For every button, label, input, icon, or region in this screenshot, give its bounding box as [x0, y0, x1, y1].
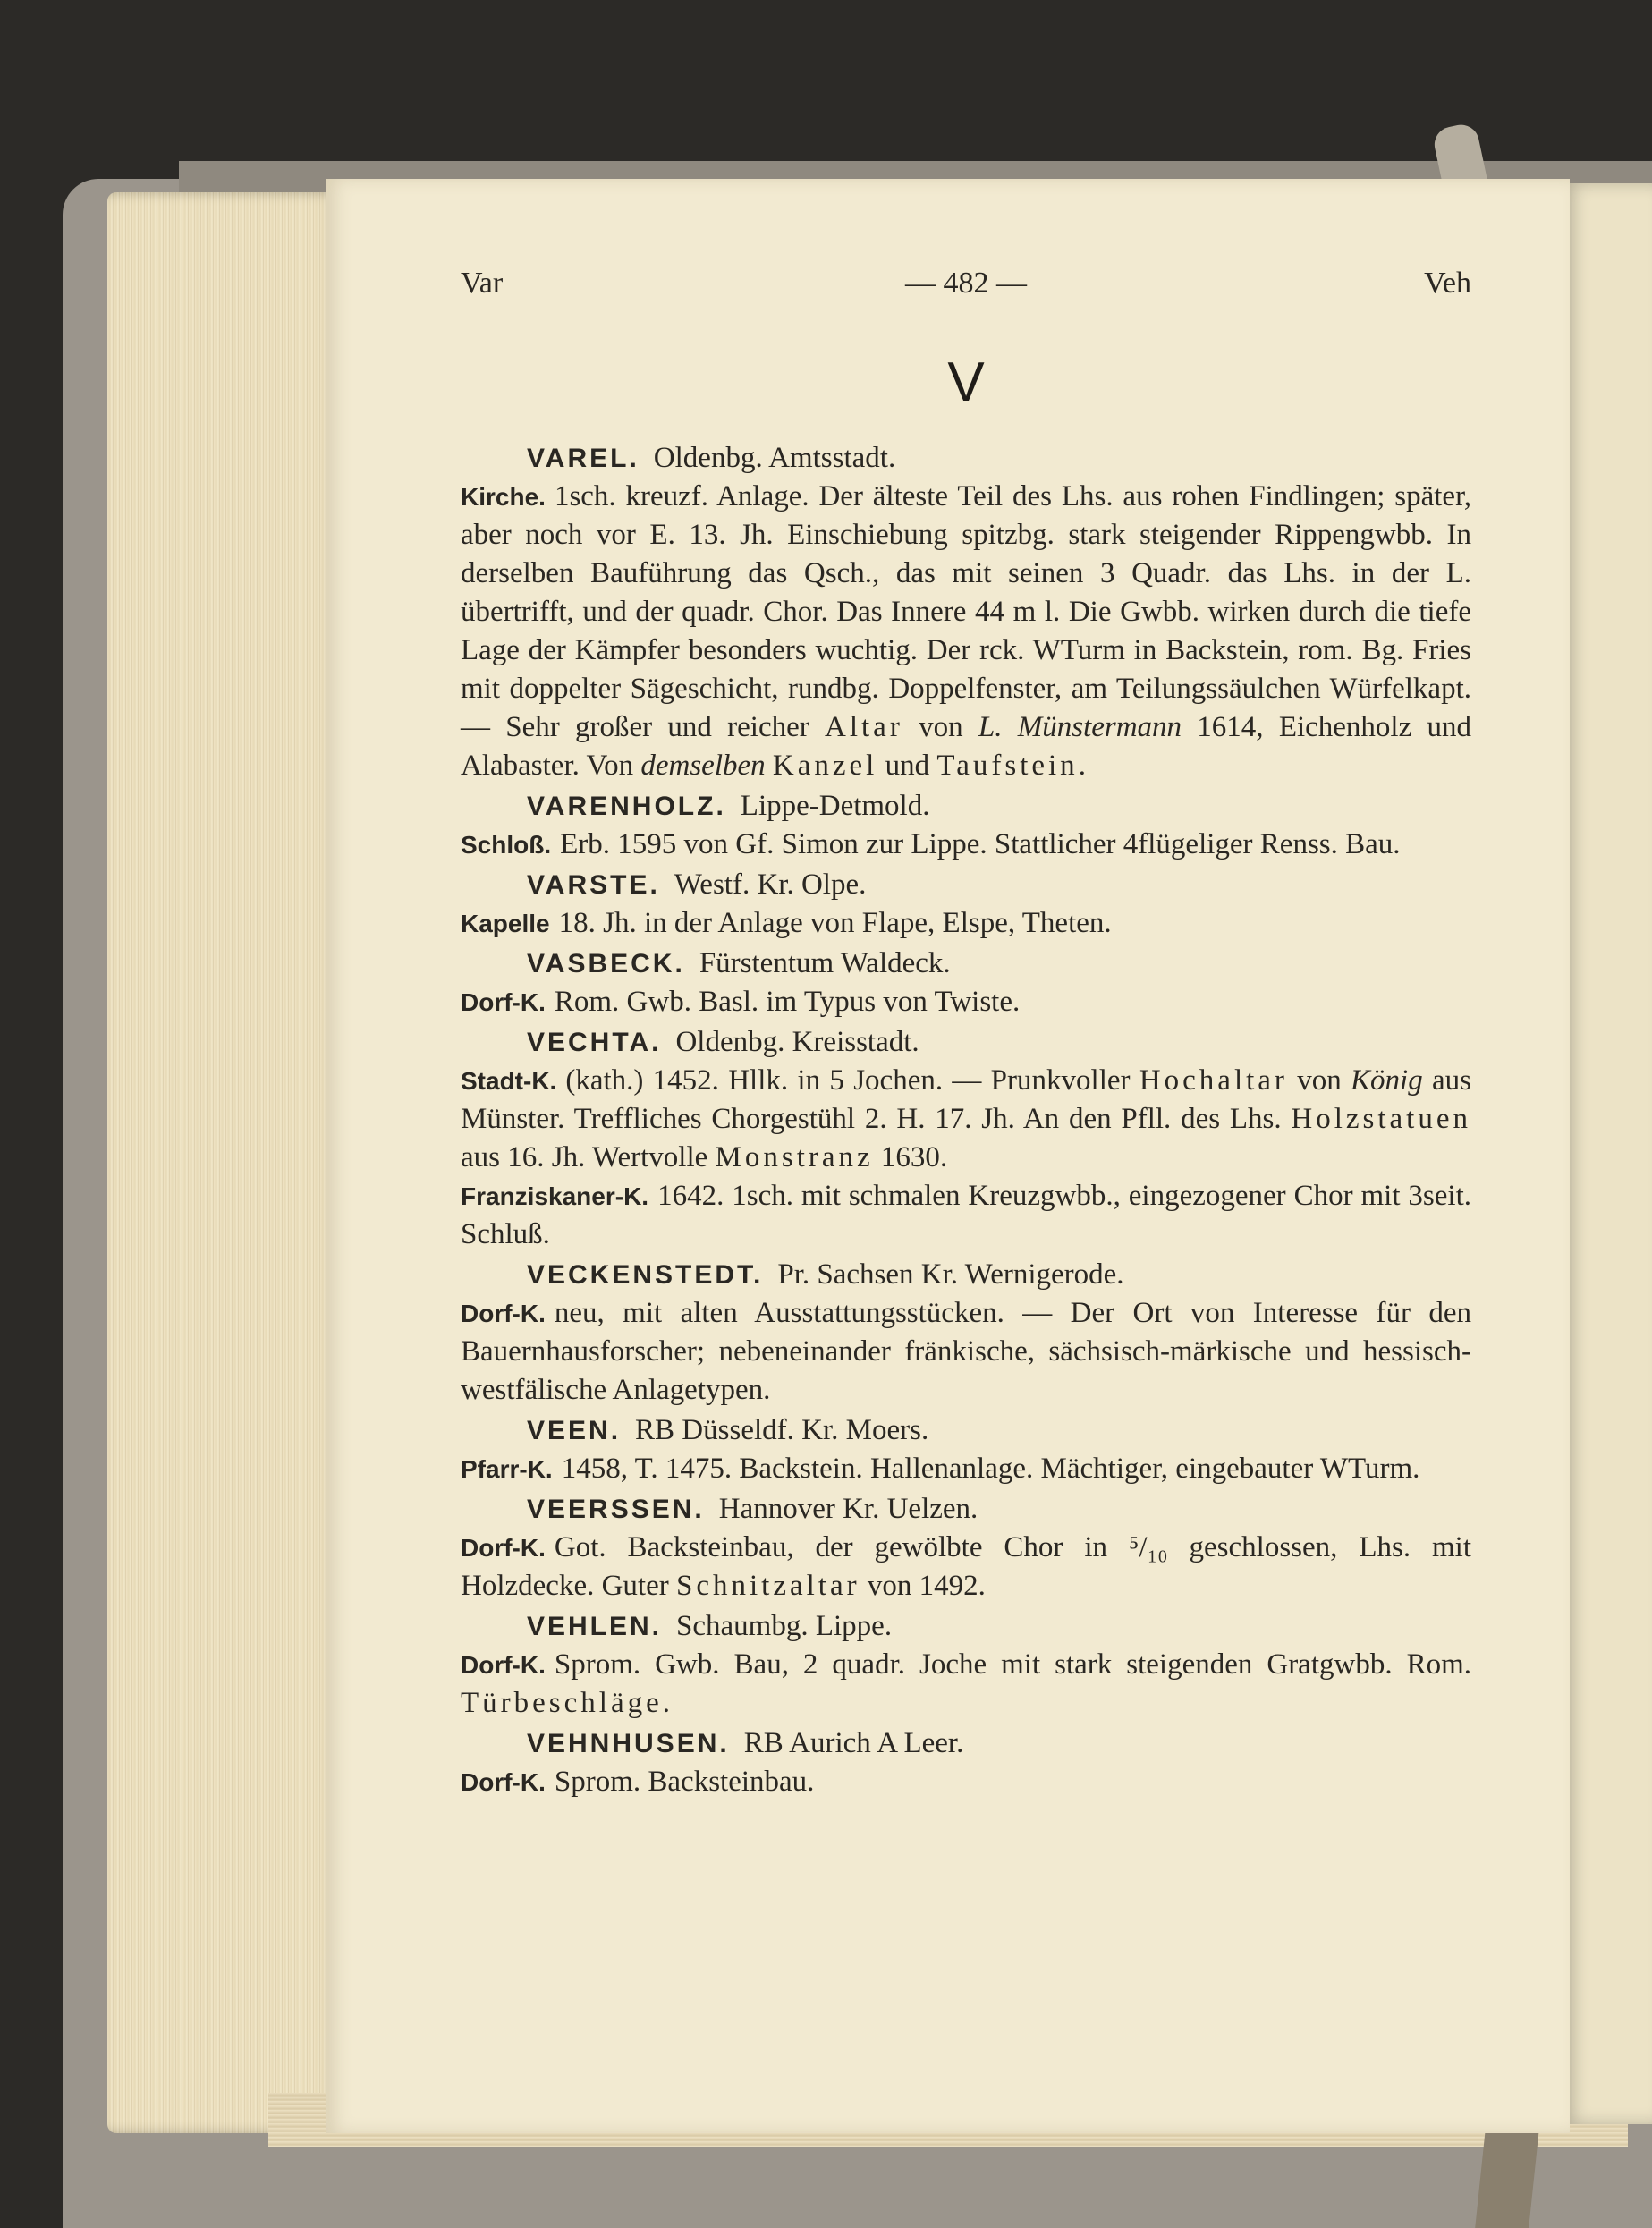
bookmark-ribbon-bottom [1475, 2129, 1539, 2228]
section-letter: V [947, 352, 985, 413]
place-heading-veerssen [527, 1490, 1471, 1529]
entry-label: Dorf-K. [461, 1300, 546, 1327]
running-header [461, 264, 1471, 318]
place-region: RB Düsseldf. Kr. Moers. [635, 1414, 929, 1446]
place-name: VEHLEN. [527, 1612, 663, 1641]
spaced-term: Altar [825, 711, 903, 743]
place-name: VECKENSTEDT. [527, 1260, 764, 1290]
entry-text: Sprom. Gwb. Bau, 2 quadr. Joche mit stark steigenden Gratgwbb. Rom. [554, 1648, 1471, 1681]
place-region: Oldenbg. Amtsstadt. [653, 442, 896, 474]
place-name: VAREL. [527, 444, 640, 473]
place-name: VASBECK. [527, 949, 685, 978]
entry-varenholz-schloss [461, 826, 1471, 864]
page-edges-left [107, 192, 340, 2133]
header-right: Veh [1424, 267, 1471, 300]
entry-label: Dorf-K. [461, 1651, 546, 1679]
entry-veckenstedt-dorfkirche [461, 1294, 1471, 1410]
entry-text: 1630. [873, 1141, 948, 1173]
entry-text: 1458, T. 1475. Backstein. Hallenanlage. Mächtiger, eingebauter WTurm. [561, 1453, 1420, 1485]
artist-name: L. Münstermann [978, 711, 1182, 743]
spaced-term: Schnitzaltar [675, 1570, 860, 1602]
place-region: Pr. Sachsen Kr. Wernigerode. [777, 1258, 1124, 1291]
spaced-term: Monstranz [715, 1141, 874, 1173]
entry-label: Kirche. [461, 483, 546, 511]
place-region: Oldenbg. Kreisstadt. [675, 1026, 919, 1058]
place-heading-vechta [527, 1023, 1471, 1062]
entry-text: . [662, 1687, 670, 1719]
entry-varel-kirche [461, 478, 1471, 785]
entry-text: Erb. 1595 von Gf. Simon zur Lippe. Stattlicher 4flügeliger Renss. Bau. [560, 828, 1401, 860]
place-heading-vasbeck [527, 945, 1471, 983]
entry-text: von [902, 711, 978, 743]
place-region: Westf. Kr. Olpe. [674, 868, 867, 901]
entry-text: von [1287, 1064, 1351, 1097]
entry-vehlen-dorfkirche [461, 1646, 1471, 1723]
entry-text: 18. Jh. in der Anlage von Flape, Elspe, Theten. [558, 907, 1112, 939]
entry-veen-pfarrkirche [461, 1450, 1471, 1488]
entry-text: und [877, 750, 937, 782]
place-name: VEERSSEN. [527, 1495, 705, 1524]
place-heading-veckenstedt [527, 1256, 1471, 1294]
italic-term: demselben [640, 750, 766, 782]
page-text [461, 264, 1471, 1801]
entry-vechta-stadtkirche [461, 1062, 1471, 1177]
entry-text: von 1492. [860, 1570, 986, 1602]
spaced-term: Taufstein [936, 750, 1079, 782]
entry-label: Dorf-K. [461, 1534, 546, 1562]
artist-name: König [1351, 1064, 1423, 1097]
book-page [326, 179, 1570, 2133]
entry-varste-kapelle [461, 904, 1471, 943]
place-region: Lippe-Detmold. [740, 790, 930, 822]
header-left: Var [461, 267, 504, 300]
entry-text: 1sch. kreuzf. Anlage. Der älteste Teil des Lhs. aus rohen Findlingen; später, aber noch vor E. 13. Jh. Einschiebung spitzbg. stark steigender Rippengwbb. In derselben Bauführung das Qsch., das mit seinen 3 Quadr. das Lhs. in der L. übertrifft, und der quadr. Chor. Das Innere 44 m l. Die Gwbb. wirken durch die tiefe Lage der Kämpfer besonders wuchtig. Der rck. WTurm in Backstein, rom. Bg. Fries mit doppelter Sägeschicht, rundbg. Doppelfenster, am Teilungssäulchen Würfelkapt. — Sehr großer und reicher [461, 480, 1471, 743]
entry-text: (kath.) 1452. Hllk. in 5 Jochen. — Prunkvoller [565, 1064, 1139, 1097]
entry-label: Franziskaner-K. [461, 1182, 649, 1210]
entry-veerssen-dorfkirche [461, 1529, 1471, 1605]
entry-vasbeck-dorfkirche [461, 983, 1471, 1021]
entry-text: Got. Backsteinbau, der gewölbte Chor in ⁵/₁₀ geschlossen, Lhs. mit Holzdecke. Guter [461, 1531, 1471, 1602]
place-region: Fürstentum Waldeck. [699, 947, 951, 979]
entry-text: neu, mit alten Ausstattungsstücken. — Der Ort von Interesse für den Bauernhausforscher; nebeneinander fränkische, sächsisch-märkische und hessisch-westfälische Anlagetypen. [461, 1297, 1471, 1406]
place-name: VECHTA. [527, 1028, 662, 1057]
place-region: RB Aurich A Leer. [743, 1727, 964, 1759]
place-region: Hannover Kr. Uelzen. [718, 1493, 978, 1525]
entry-label: Stadt-K. [461, 1067, 557, 1095]
entry-text: 1642. 1sch. mit schmalen Kreuzgwbb., eingezogener Chor mit 3seit. Schluß. [461, 1180, 1471, 1250]
place-name: VEHNHUSEN. [527, 1729, 730, 1758]
facing-page [1561, 183, 1652, 2124]
spaced-term: Holzstatuen [1291, 1103, 1471, 1135]
place-heading-varel [527, 439, 1471, 478]
place-heading-vehnhusen [527, 1724, 1471, 1763]
entry-text: Rom. Gwb. Basl. im Typus von Twiste. [554, 986, 1021, 1018]
entry-label: Dorf-K. [461, 1768, 546, 1796]
page-number: — 482 — [905, 267, 1027, 300]
entry-label: Kapelle [461, 910, 550, 937]
entry-label: Pfarr-K. [461, 1455, 553, 1483]
spaced-term: Kanzel [772, 750, 878, 782]
place-name: VEEN. [527, 1416, 622, 1445]
place-name: VARSTE. [527, 870, 660, 900]
entry-text: 1614, Eichenholz und Alabaster. Von [461, 711, 1472, 782]
place-heading-varste [527, 866, 1471, 904]
entry-label: Schloß. [461, 831, 552, 859]
place-heading-vehlen [527, 1607, 1471, 1646]
entry-text: . [1078, 750, 1086, 782]
entry-text: aus Münster. Treffliches Chorgestühl 2. H. 17. Jh. An den Pfll. des Lhs. [461, 1064, 1472, 1135]
entry-text: Sprom. Backsteinbau. [554, 1766, 815, 1798]
place-heading-varenholz [527, 787, 1471, 826]
entry-vehnhusen-dorfkirche [461, 1763, 1471, 1801]
entry-text: aus 16. Jh. Wertvolle [461, 1141, 716, 1173]
spaced-term: Hochaltar [1139, 1064, 1288, 1097]
place-name: VARENHOLZ. [527, 792, 726, 821]
place-heading-veen [527, 1411, 1471, 1450]
spaced-term: Türbeschläge [461, 1687, 663, 1719]
entry-vechta-franziskanerkirche [461, 1177, 1471, 1254]
place-region: Schaumbg. Lippe. [676, 1610, 893, 1642]
entry-label: Dorf-K. [461, 988, 546, 1016]
